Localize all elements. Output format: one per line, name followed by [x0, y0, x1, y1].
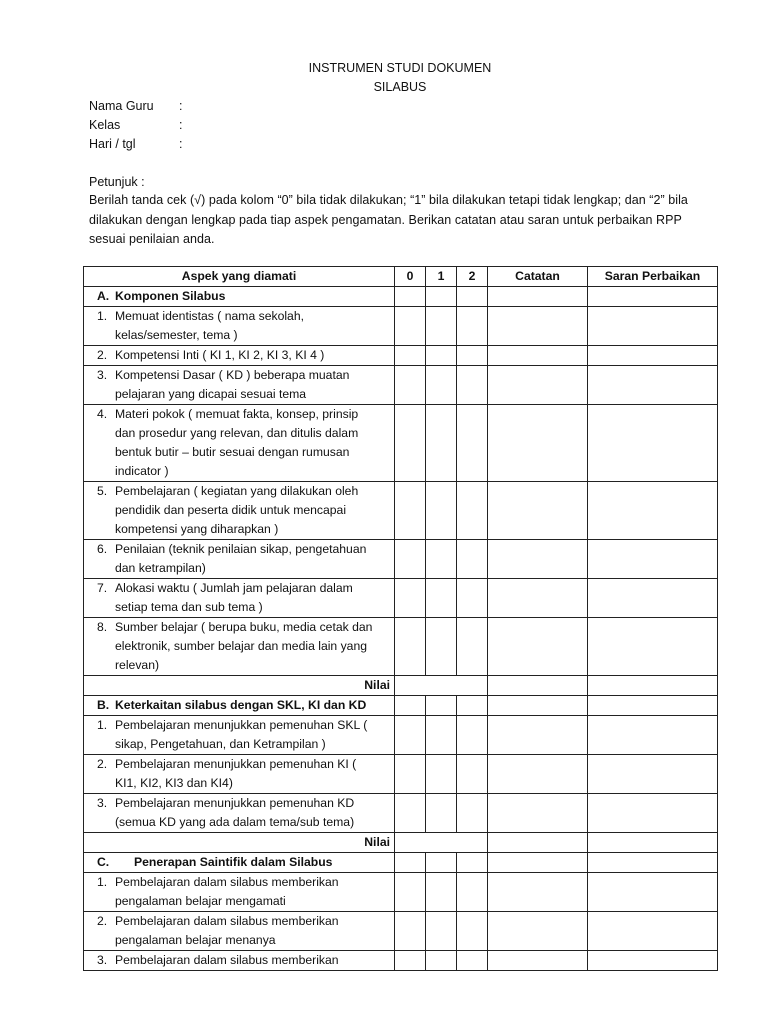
- header-catatan: Catatan: [488, 267, 588, 287]
- saran-cell[interactable]: [588, 873, 718, 912]
- saran-cell[interactable]: [588, 540, 718, 579]
- saran-cell[interactable]: [588, 833, 718, 853]
- catatan-cell[interactable]: [488, 366, 588, 405]
- score-1-cell[interactable]: [426, 912, 457, 951]
- aspect-text-line: Materi pokok ( memuat fakta, konsep, prinsip: [115, 407, 359, 421]
- score-1-cell[interactable]: [426, 618, 457, 676]
- item-number: 2.: [97, 914, 108, 928]
- item-number: 3.: [97, 368, 108, 382]
- score-2-cell[interactable]: [457, 579, 488, 618]
- aspect-text-line: indicator ): [115, 464, 169, 478]
- aspect-text-line: pelajaran yang dicapai sesuai tema: [115, 387, 307, 401]
- aspect-cell: [84, 540, 395, 579]
- aspect-cell: [84, 755, 395, 794]
- instruction-line: sesuai penilaian anda.: [89, 232, 215, 246]
- header-saran: Saran Perbaikan: [588, 267, 718, 287]
- item-number: 3.: [97, 796, 108, 810]
- catatan-cell[interactable]: [488, 873, 588, 912]
- score-1-cell[interactable]: [426, 540, 457, 579]
- nilai-row: [84, 676, 718, 696]
- section-letter: B.: [97, 698, 110, 712]
- item-number: 1.: [97, 875, 108, 889]
- aspect-text-line: pengalaman belajar menanya: [115, 933, 276, 947]
- section-title: Penerapan Saintifik dalam Silabus: [134, 855, 333, 869]
- table-header-row: [84, 267, 718, 287]
- table-row: [84, 912, 718, 951]
- field-colon: :: [179, 99, 183, 113]
- aspect-text-line: (semua KD yang ada dalam tema/sub tema): [115, 815, 355, 829]
- catatan-cell[interactable]: [488, 794, 588, 833]
- aspect-text-line: bentuk butir – butir sesuai dengan rumusan: [115, 445, 350, 459]
- item-number: 1.: [97, 718, 108, 732]
- saran-cell[interactable]: [588, 618, 718, 676]
- header-score-0: 0: [395, 267, 426, 287]
- table-row: [84, 307, 718, 346]
- nilai-row: [84, 833, 718, 853]
- table-row: [84, 540, 718, 579]
- aspect-cell: [84, 366, 395, 405]
- saran-cell[interactable]: [588, 696, 718, 716]
- aspect-cell: [84, 618, 395, 676]
- saran-cell[interactable]: [588, 755, 718, 794]
- section-row: [84, 287, 718, 307]
- score-1-cell[interactable]: [426, 579, 457, 618]
- item-number: 2.: [97, 757, 108, 771]
- score-1-cell[interactable]: [426, 287, 457, 307]
- score-0-cell[interactable]: [395, 618, 426, 676]
- saran-cell[interactable]: [588, 287, 718, 307]
- catatan-cell[interactable]: [488, 618, 588, 676]
- saran-cell[interactable]: [588, 853, 718, 873]
- saran-cell[interactable]: [588, 794, 718, 833]
- score-2-cell[interactable]: [457, 716, 488, 755]
- aspect-text-line: Pembelajaran menunjukkan pemenuhan KI (: [115, 757, 357, 771]
- score-1-cell[interactable]: [426, 307, 457, 346]
- section-title-cell: [84, 287, 395, 307]
- aspect-cell: [84, 951, 395, 971]
- score-1-cell[interactable]: [426, 794, 457, 833]
- catatan-cell[interactable]: [488, 307, 588, 346]
- score-0-cell[interactable]: [395, 287, 426, 307]
- field-kelas: [89, 118, 183, 132]
- section-title: Komponen Silabus: [115, 289, 226, 303]
- catatan-cell[interactable]: [488, 540, 588, 579]
- score-2-cell[interactable]: [457, 794, 488, 833]
- catatan-cell[interactable]: [488, 716, 588, 755]
- field-hari-tgl: [89, 137, 183, 151]
- aspect-text-line: elektronik, sumber belajar dan media lain yang: [115, 639, 368, 653]
- table-row: [84, 755, 718, 794]
- score-2-cell[interactable]: [457, 755, 488, 794]
- score-2-cell[interactable]: [457, 346, 488, 366]
- aspect-cell: [84, 716, 395, 755]
- field-nama-guru: [89, 99, 183, 113]
- instruction-line: Berilah tanda cek (√) pada kolom “0” bila tidak dilakukan; “1” bila dilakukan tetapi tidak lengkap; dan “2” bila: [89, 193, 688, 207]
- table-body: [84, 287, 718, 971]
- aspect-text-line: Pembelajaran dalam silabus memberikan: [115, 914, 339, 928]
- aspect-cell: [84, 307, 395, 346]
- aspect-text-line: Pembelajaran dalam silabus memberikan: [115, 875, 339, 889]
- aspect-text-line: Kompetensi Dasar ( KD ) beberapa muatan: [115, 368, 350, 382]
- aspect-text-line: sikap, Pengetahuan, dan Ketrampilan ): [115, 737, 326, 751]
- saran-cell[interactable]: [588, 579, 718, 618]
- saran-cell[interactable]: [588, 366, 718, 405]
- item-number: 5.: [97, 484, 108, 498]
- score-0-cell[interactable]: [395, 482, 426, 540]
- aspect-cell: [84, 912, 395, 951]
- score-1-cell[interactable]: [426, 873, 457, 912]
- table-row: [84, 482, 718, 540]
- header-aspek: Aspek yang diamati: [84, 267, 395, 287]
- score-2-cell[interactable]: [457, 951, 488, 971]
- section-row: [84, 696, 718, 716]
- field-colon: :: [179, 137, 183, 151]
- score-0-cell[interactable]: [395, 873, 426, 912]
- field-label: Nama Guru: [89, 99, 154, 113]
- score-1-cell[interactable]: [426, 716, 457, 755]
- table-row: [84, 346, 718, 366]
- instructions-text: [89, 191, 709, 250]
- nilai-label: Nilai: [84, 676, 395, 696]
- score-1-cell[interactable]: [426, 951, 457, 971]
- table-row: [84, 716, 718, 755]
- catatan-cell[interactable]: [488, 287, 588, 307]
- saran-cell[interactable]: [588, 307, 718, 346]
- score-0-cell[interactable]: [395, 853, 426, 873]
- saran-cell[interactable]: [588, 482, 718, 540]
- aspect-text-line: Penilaian (teknik penilaian sikap, pengetahuan: [115, 542, 367, 556]
- header-score-1: 1: [426, 267, 457, 287]
- score-0-cell[interactable]: [395, 405, 426, 482]
- nilai-score-cell[interactable]: [395, 833, 488, 853]
- aspect-text-line: pendidik dan peserta didik untuk mencapai: [115, 503, 347, 517]
- aspect-cell: [84, 346, 395, 366]
- field-label: Kelas: [89, 118, 121, 132]
- aspect-cell: [84, 579, 395, 618]
- table-row: [84, 618, 718, 676]
- score-1-cell[interactable]: [426, 366, 457, 405]
- section-row: [84, 853, 718, 873]
- section-title-cell: [84, 853, 395, 873]
- document-subtitle: SILABUS: [373, 80, 427, 94]
- nilai-label: Nilai: [84, 833, 395, 853]
- item-number: 6.: [97, 542, 108, 556]
- catatan-cell[interactable]: [488, 696, 588, 716]
- score-2-cell[interactable]: [457, 307, 488, 346]
- score-2-cell[interactable]: [457, 366, 488, 405]
- table-row: [84, 579, 718, 618]
- score-2-cell[interactable]: [457, 912, 488, 951]
- aspect-text-line: Kompetensi Inti ( KI 1, KI 2, KI 3, KI 4 ): [115, 348, 325, 362]
- section-title-cell: [84, 696, 395, 716]
- aspect-text-line: relevan): [115, 658, 160, 672]
- saran-cell[interactable]: [588, 405, 718, 482]
- table-row: [84, 873, 718, 912]
- aspect-text-line: KI1, KI2, KI3 dan KI4): [115, 776, 233, 790]
- catatan-cell[interactable]: [488, 346, 588, 366]
- saran-cell[interactable]: [588, 346, 718, 366]
- nilai-score-cell[interactable]: [395, 676, 488, 696]
- score-0-cell[interactable]: [395, 794, 426, 833]
- table-row: [84, 405, 718, 482]
- score-2-cell[interactable]: [457, 405, 488, 482]
- aspect-text-line: Pembelajaran menunjukkan pemenuhan SKL (: [115, 718, 368, 732]
- aspect-text-line: kelas/semester, tema ): [115, 328, 238, 342]
- saran-cell[interactable]: [588, 676, 718, 696]
- score-0-cell[interactable]: [395, 540, 426, 579]
- score-0-cell[interactable]: [395, 579, 426, 618]
- score-1-cell[interactable]: [426, 755, 457, 794]
- aspect-text-line: dan ketrampilan): [115, 561, 206, 575]
- score-2-cell[interactable]: [457, 618, 488, 676]
- item-number: 4.: [97, 407, 108, 421]
- catatan-cell[interactable]: [488, 951, 588, 971]
- aspect-text-line: Memuat identistas ( nama sekolah,: [115, 309, 304, 323]
- item-number: 8.: [97, 620, 108, 634]
- aspect-cell: [84, 482, 395, 540]
- aspect-text-line: setiap tema dan sub tema ): [115, 600, 263, 614]
- aspect-text-line: Pembelajaran menunjukkan pemenuhan KD: [115, 796, 355, 810]
- catatan-cell[interactable]: [488, 579, 588, 618]
- aspect-text-line: pengalaman belajar mengamati: [115, 894, 286, 908]
- item-number: 3.: [97, 953, 108, 967]
- instructions-heading: Petunjuk :: [89, 175, 145, 189]
- table-row: [84, 794, 718, 833]
- section-letter: C.: [97, 855, 110, 869]
- saran-cell[interactable]: [588, 951, 718, 971]
- aspect-text-line: Sumber belajar ( berupa buku, media cetak dan: [115, 620, 373, 634]
- aspect-text-line: Pembelajaran ( kegiatan yang dilakukan oleh: [115, 484, 359, 498]
- score-1-cell[interactable]: [426, 696, 457, 716]
- score-0-cell[interactable]: [395, 951, 426, 971]
- table-row: [84, 951, 718, 971]
- catatan-cell[interactable]: [488, 833, 588, 853]
- aspect-text-line: Pembelajaran dalam silabus memberikan: [115, 953, 339, 967]
- score-0-cell[interactable]: [395, 366, 426, 405]
- score-0-cell[interactable]: [395, 696, 426, 716]
- score-0-cell[interactable]: [395, 755, 426, 794]
- instruction-line: dilakukan dengan lengkap pada tiap aspek pengamatan. Berikan catatan atau saran untuk perbaikan RPP: [89, 212, 682, 227]
- aspect-text-line: dan prosedur yang relevan, dan ditulis dalam: [115, 426, 359, 440]
- score-1-cell[interactable]: [426, 405, 457, 482]
- catatan-cell[interactable]: [488, 853, 588, 873]
- score-1-cell[interactable]: [426, 853, 457, 873]
- assessment-table: [83, 266, 718, 971]
- catatan-cell[interactable]: [488, 676, 588, 696]
- saran-cell[interactable]: [588, 716, 718, 755]
- document-title: INSTRUMEN STUDI DOKUMEN: [308, 61, 492, 75]
- score-2-cell[interactable]: [457, 696, 488, 716]
- score-0-cell[interactable]: [395, 716, 426, 755]
- aspect-text-line: Alokasi waktu ( Jumlah jam pelajaran dalam: [115, 581, 353, 595]
- score-2-cell[interactable]: [457, 287, 488, 307]
- section-title: Keterkaitan silabus dengan SKL, KI dan KD: [115, 698, 367, 712]
- score-0-cell[interactable]: [395, 912, 426, 951]
- aspect-cell: [84, 794, 395, 833]
- field-colon: :: [179, 118, 183, 132]
- score-0-cell[interactable]: [395, 307, 426, 346]
- saran-cell[interactable]: [588, 912, 718, 951]
- item-number: 2.: [97, 348, 108, 362]
- score-2-cell[interactable]: [457, 873, 488, 912]
- score-2-cell[interactable]: [457, 540, 488, 579]
- score-2-cell[interactable]: [457, 482, 488, 540]
- score-0-cell[interactable]: [395, 346, 426, 366]
- score-1-cell[interactable]: [426, 346, 457, 366]
- score-1-cell[interactable]: [426, 482, 457, 540]
- score-2-cell[interactable]: [457, 853, 488, 873]
- item-number: 1.: [97, 309, 108, 323]
- table-row: [84, 366, 718, 405]
- aspect-cell: [84, 873, 395, 912]
- field-label: Hari / tgl: [89, 137, 136, 151]
- catatan-cell[interactable]: [488, 405, 588, 482]
- aspect-text-line: kompetensi yang diharapkan ): [115, 522, 279, 536]
- aspect-cell: [84, 405, 395, 482]
- catatan-cell[interactable]: [488, 482, 588, 540]
- catatan-cell[interactable]: [488, 755, 588, 794]
- header-score-2: 2: [457, 267, 488, 287]
- section-letter: A.: [97, 289, 110, 303]
- catatan-cell[interactable]: [488, 912, 588, 951]
- item-number: 7.: [97, 581, 108, 595]
